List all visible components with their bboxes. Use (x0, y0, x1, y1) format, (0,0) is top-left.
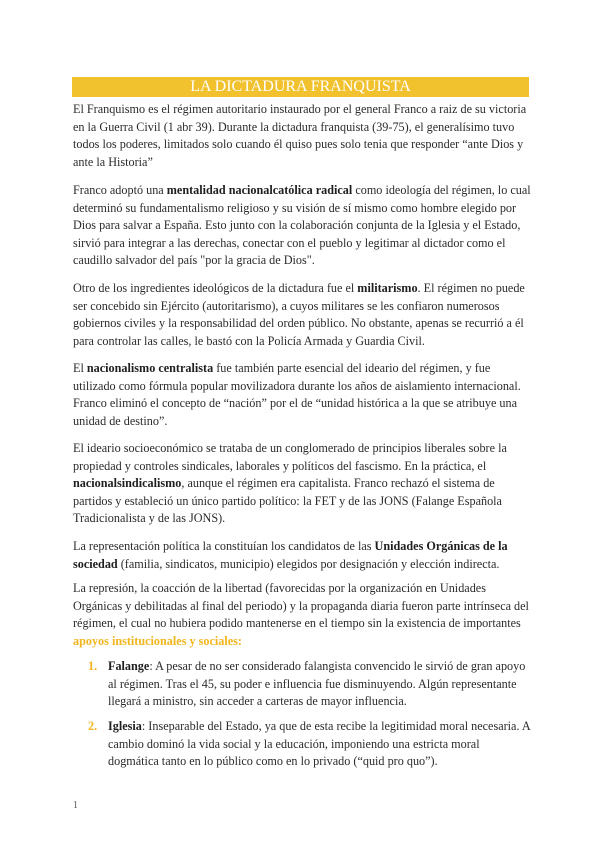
paragraph-militarismo (73, 280, 533, 350)
paragraph-text: El ideario socioeconómico se trataba de un conglomerado de principios liberales sobre la propiedad y controles sindicales, laborales y políticos del fascismo. En la práctica, el (73, 441, 507, 473)
paragraph-text: Franco adoptó una (73, 183, 167, 197)
paragraph-nacionalcatolicismo (73, 182, 533, 270)
key-term: nacionalismo centralista (86, 361, 214, 375)
highlighted-term: apoyos institucionales y sociales: (73, 633, 242, 648)
paragraph-text: El (73, 361, 87, 375)
paragraph-text: , aunque el régimen era capitalista. Franco rechazó el sistema de partidos y estableció un único partido político: la FET y de las JONS (Falange Española Tradicionalista y de las JONS). (73, 476, 502, 526)
paragraph-representacion (73, 538, 533, 573)
paragraph-text: La represión, la coacción de la libertad (favorecidas por la organización en Unidades Orgánicas y debilitadas al final del periodo) y la propaganda diaria fueron parte intrínseca del régimen, el cual no hubiera podido mantenerse en el tiempo sin la existencia de importantes (73, 581, 529, 631)
paragraph-nacionalismo (73, 360, 533, 430)
list-text (108, 658, 533, 711)
page-title: LA DICTADURA FRANQUISTA (72, 77, 529, 97)
paragraph-text: La representación política la constituían los candidatos de las (73, 539, 375, 553)
paragraph-text: como ideología del régimen, lo cual determinó su fundamentalismo religioso y su visión de sí mismo como hombre elegido por Dios para salvar a España. Esto junto con la colaboración conjunta de la Iglesia y el Estado, sirvió para integrar a las derechas, conectar con el pueblo y legitimar al dictador como el caudillo salvador del país "por la gracia de Dios". (73, 183, 531, 268)
key-term: Unidades Orgánicas de la sociedad (73, 539, 508, 571)
list-text (108, 718, 533, 771)
list-description: : Inseparable del Estado, ya que de esta recibe la legitimidad moral necesaria. A cambio dominó la vida social y la educación, imponiendo una estricta moral dogmática tanto en lo público como en lo privado (“quid pro quo”). (108, 719, 531, 769)
list-description: : A pesar de no ser considerado falangista convencido le sirvió de gran apoyo al régimen. Tras el 45, su poder e influencia fue disminuyendo. Algún representante llegará a ministro, sin acceder a carteras de mayor influencia. (108, 659, 526, 709)
page-number: 1 (73, 800, 78, 811)
list-number: 2. (88, 719, 98, 733)
key-term: militarismo (357, 281, 418, 295)
paragraph-text: (familia, sindicatos, municipio) elegidos por designación y elección indirecta. (117, 556, 500, 571)
paragraph-intro: El Franquismo es el régimen autoritario instaurado por el general Franco a raiz de su victoria en la Guerra Civil (1 abr 39). Durante la dictadura franquista (39-75), el generalísimo tuvo todos los poderes, limitados solo cuando él quiso pues solo tenia que responder “ante Dios y ante la Historia” (73, 102, 527, 169)
paragraph-text: . El régimen no puede ser concebido sin Ejército (autoritarismo), a cuyos militares se les confiaron numerosos gobiernos civiles y la responsabilidad del orden público. No obstante, apenas se recurrió a él para controlar las calles, le bastó con la Policía Armada y Guardia Civil. (73, 281, 525, 348)
paragraph-socioeconomico (73, 440, 533, 528)
paragraph-represion (73, 580, 533, 650)
paragraph-text: fue también parte esencial del ideario del régimen, y fue utilizado como fórmula popular movilizadora durante los años de aislamiento internacional. Franco eliminó el concepto de “nación” por el de “unidad histórica a la que se atribuye una unidad de destino”. (73, 361, 521, 428)
list-term: Falange (108, 659, 150, 673)
list-term: Iglesia (108, 719, 142, 733)
key-term: mentalidad nacionalcatólica radical (166, 183, 353, 197)
key-term: nacionalsindicalismo (73, 476, 182, 491)
paragraph-text: Otro de los ingredientes ideológicos de la dictadura fue el (73, 281, 358, 295)
list-number: 1. (88, 659, 98, 673)
